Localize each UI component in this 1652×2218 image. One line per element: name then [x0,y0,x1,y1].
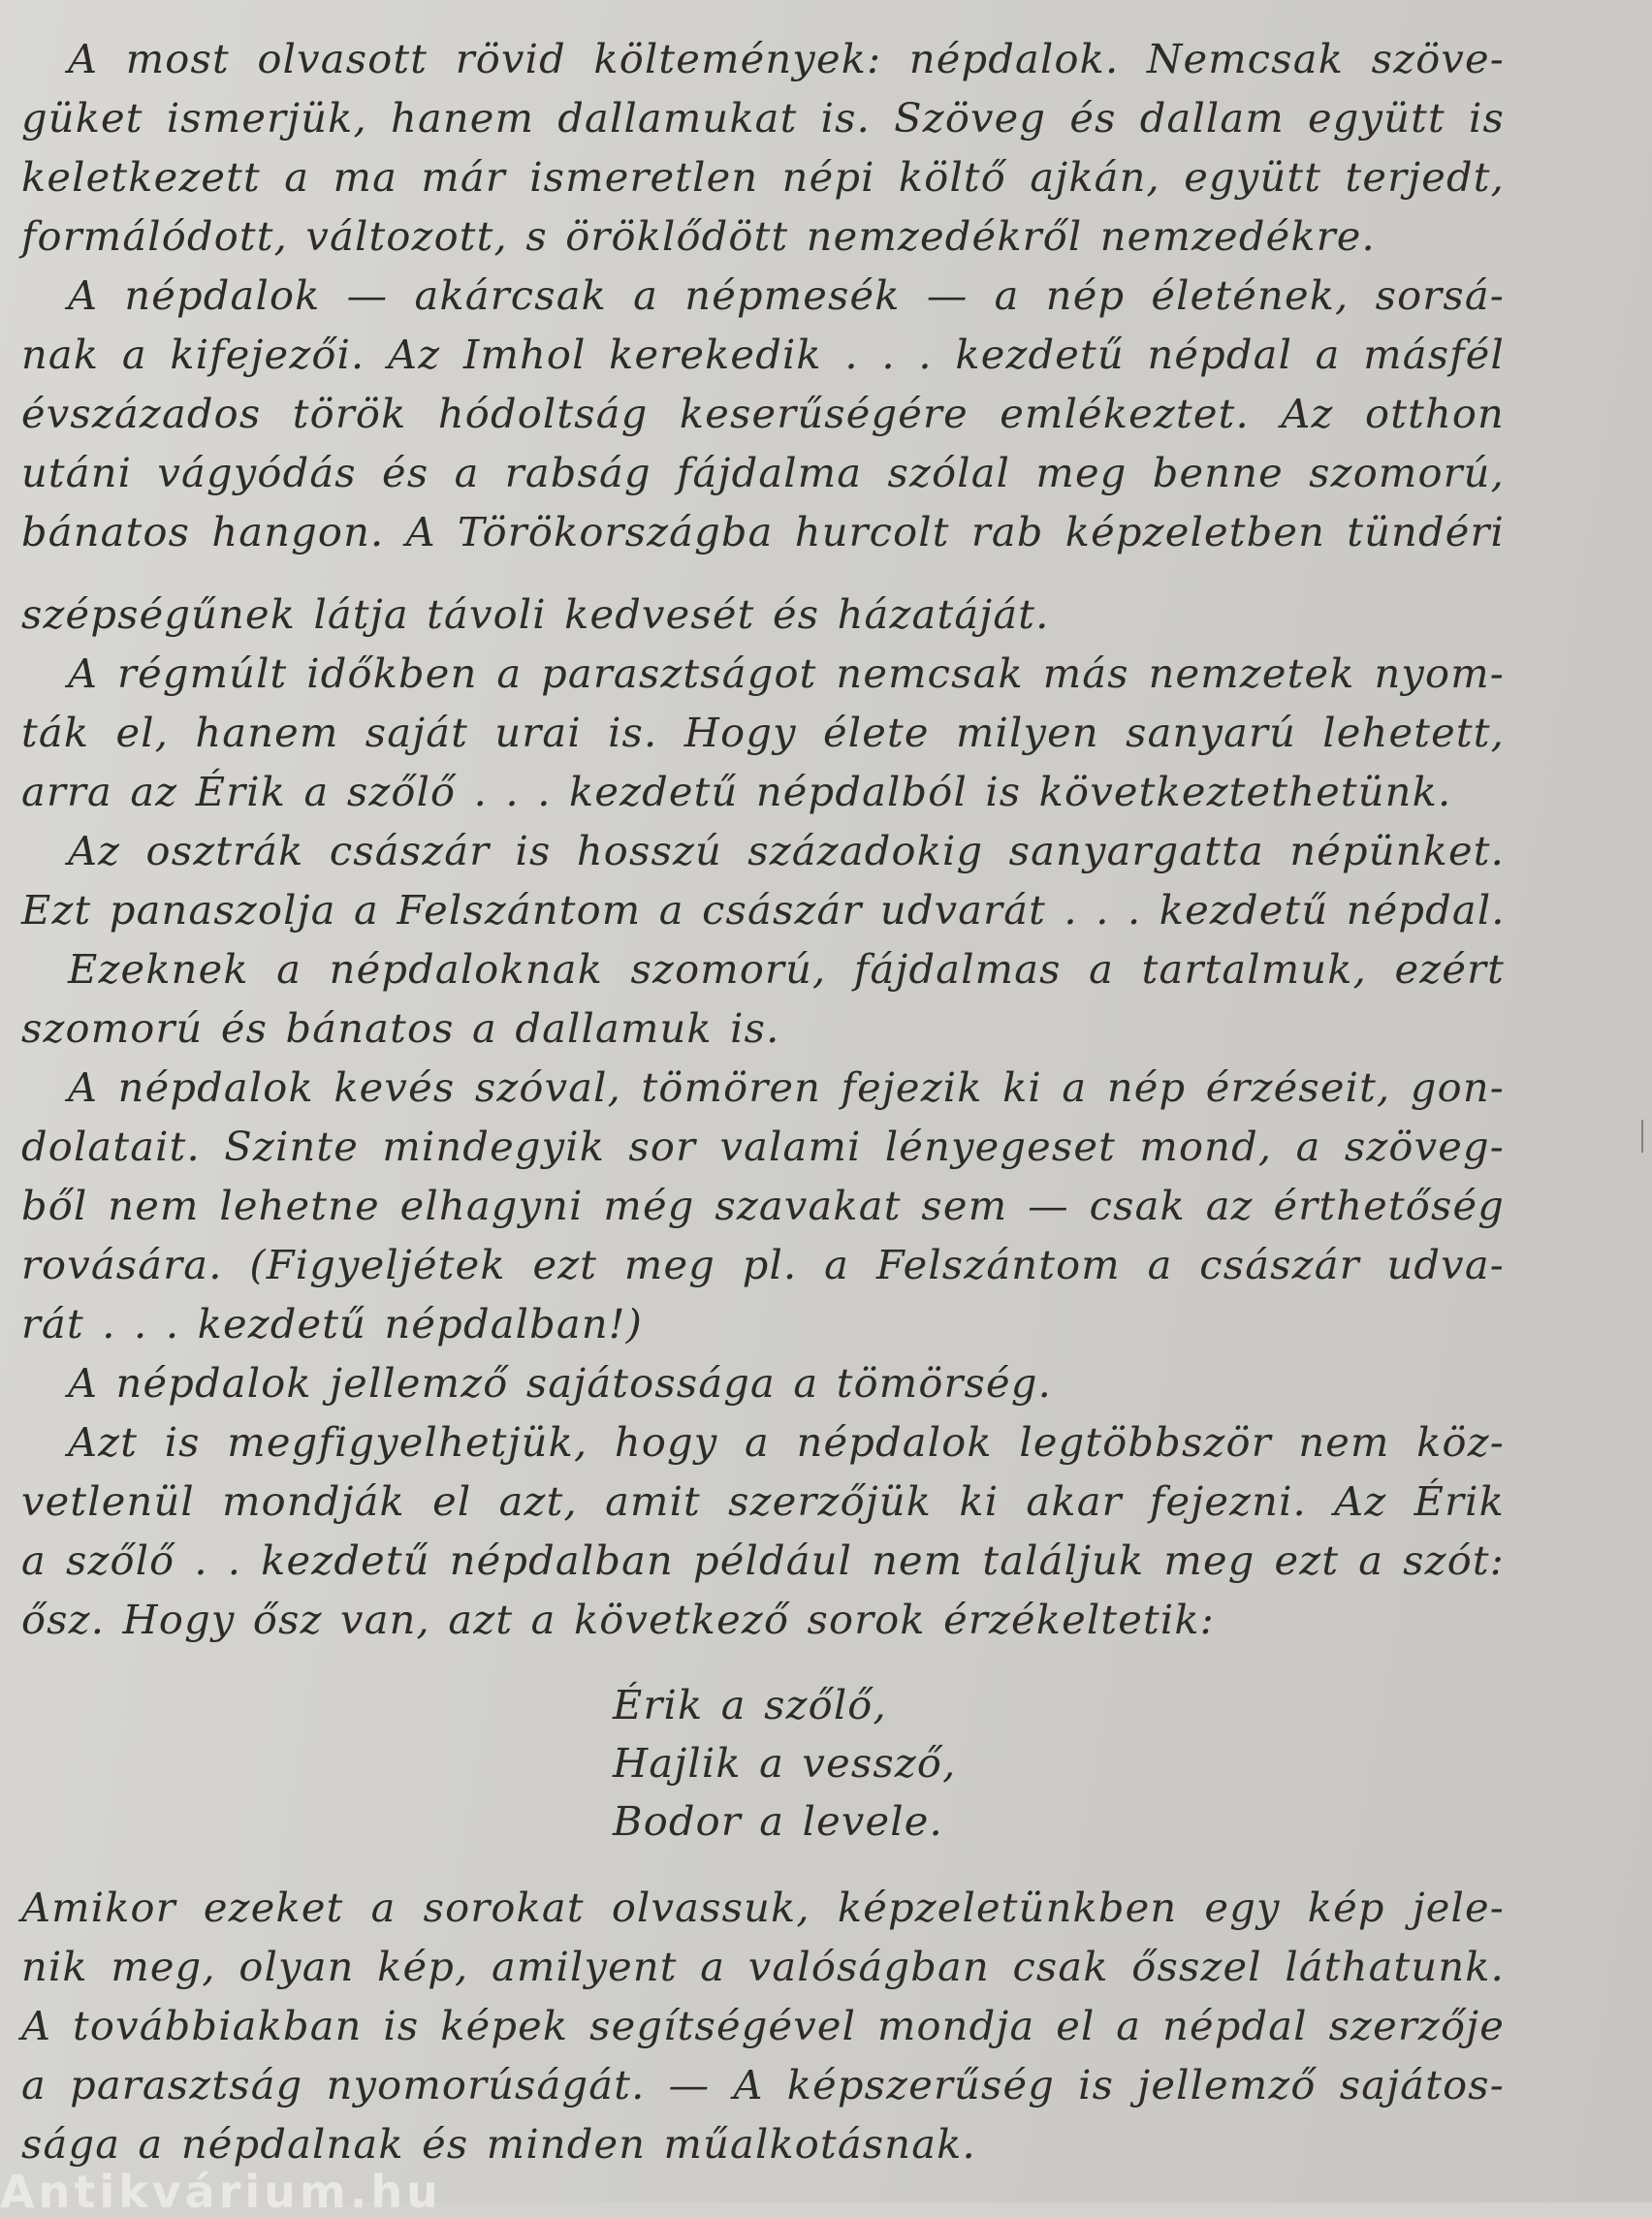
paragraph [21,1878,1505,2173]
line-gap [21,561,1505,585]
text-line: A népdalok jellemző sajátossága a tömörség. [68,1359,1052,1407]
text-line: rovására. (Figyeljétek ezt meg pl. a Felszántom a császár udva- [21,1241,1505,1288]
text-line: Azt is megfigyelhetjük, hogy a népdalok legtöbbször nem köz- [68,1418,1505,1466]
verse-line: Érik a szőlő, [613,1681,887,1728]
paragraph [21,266,1505,644]
paragraph [21,29,1505,266]
text-line: Ezt panaszolja a Felszántom a császár udvarát . . . kezdetű népdal. [21,886,1506,934]
paragraph [21,1058,1505,1353]
text-line: utáni vágyódás és a rabság fájdalma szólal meg benne szomorú, [21,449,1505,496]
text-line: a szőlő . . kezdetű népdalban például nem találjuk meg ezt a szót: [21,1537,1505,1584]
text-line: A népdalok kevés szóval, tömören fejezik ki a nép érzéseit, gon- [68,1063,1505,1111]
text-line: Az osztrák császár is hosszú századokig sanyargatta népünket. [68,827,1505,874]
paragraph [21,1412,1505,1649]
text-line: ták el, hanem saját urai is. Hogy élete milyen sanyarú lehetett, [21,709,1505,756]
paragraph [21,1353,1505,1412]
text-line: rát . . . kezdetű népdalban!) [21,1300,644,1347]
text-line: A továbbiakban is képek segítségével mondja el a népdal szerzője [21,2002,1505,2049]
verse-line: Bodor a levele. [613,1797,943,1845]
text-line: a parasztság nyomorúságát. — A képszerűség is jellemző sajátos- [21,2061,1505,2108]
text-line: Ezeknek a népdaloknak szomorú, fájdalmas a tartalmuk, ezért [68,945,1505,993]
verse-gap [21,1851,1505,1878]
text-line: nik meg, olyan kép, amilyent a valóságban csak ősszel láthatunk. [21,1943,1505,1990]
text-line: güket ismerjük, hanem dallamukat is. Szöveg és dallam együtt is [21,94,1505,142]
text-line: ből nem lehetne elhagyni még szavakat sem — csak az érthetőség [21,1182,1505,1229]
watermark: Antikvárium.hu [0,2166,442,2218]
text-line: bánatos hangon. A Törökországba hurcolt rab képzeletben tündéri [21,508,1505,555]
text-line: formálódott, változott, s öröklődött nemzedékről nemzedékre. [21,212,1376,260]
text-line: keletkezett a ma már ismeretlen népi költő ajkán, együtt terjedt, [21,153,1505,201]
verse-line: Hajlik a vessző, [613,1739,957,1787]
paragraph [21,939,1505,1058]
verse-gap [21,1649,1505,1676]
text-line: arra az Érik a szőlő . . . kezdetű népdalból is következtethetünk. [21,768,1452,815]
paragraph [21,644,1505,821]
verse-quote [21,1676,1505,1851]
margin-mark [1641,1120,1643,1153]
text-line: A régmúlt időkben a parasztságot nemcsak más nemzetek nyom- [68,650,1505,697]
page-text [21,29,1505,2173]
text-line: A népdalok — akárcsak a népmesék — a nép életének, sorsá- [68,271,1505,319]
text-line: vetlenül mondják el azt, amit szerzőjük ki akar fejezni. Az Érik [21,1477,1505,1525]
text-line: Amikor ezeket a sorokat olvassuk, képzeletünkben egy kép jele- [21,1884,1505,1931]
paragraph [21,821,1505,939]
text-line: A most olvasott rövid költemények: népdalok. Nemcsak szöve- [68,35,1505,82]
text-line: szomorú és bánatos a dallamuk is. [21,1004,780,1052]
text-line: nak a kifejezői. Az Imhol kerekedik . . . kezdetű népdal a másfél [21,331,1505,378]
text-line: sága a népdalnak és minden műalkotásnak. [21,2120,976,2168]
text-line: szépségűnek látja távoli kedvesét és házatáját. [21,590,1050,638]
text-line: ősz. Hogy ősz van, azt a következő sorok érzékeltetik: [21,1596,1215,1643]
text-line: évszázados török hódoltság keserűségére emlékeztet. Az otthon [21,390,1505,437]
text-line: dolatait. Szinte mindegyik sor valami lényegeset mond, a szöveg- [21,1123,1505,1170]
